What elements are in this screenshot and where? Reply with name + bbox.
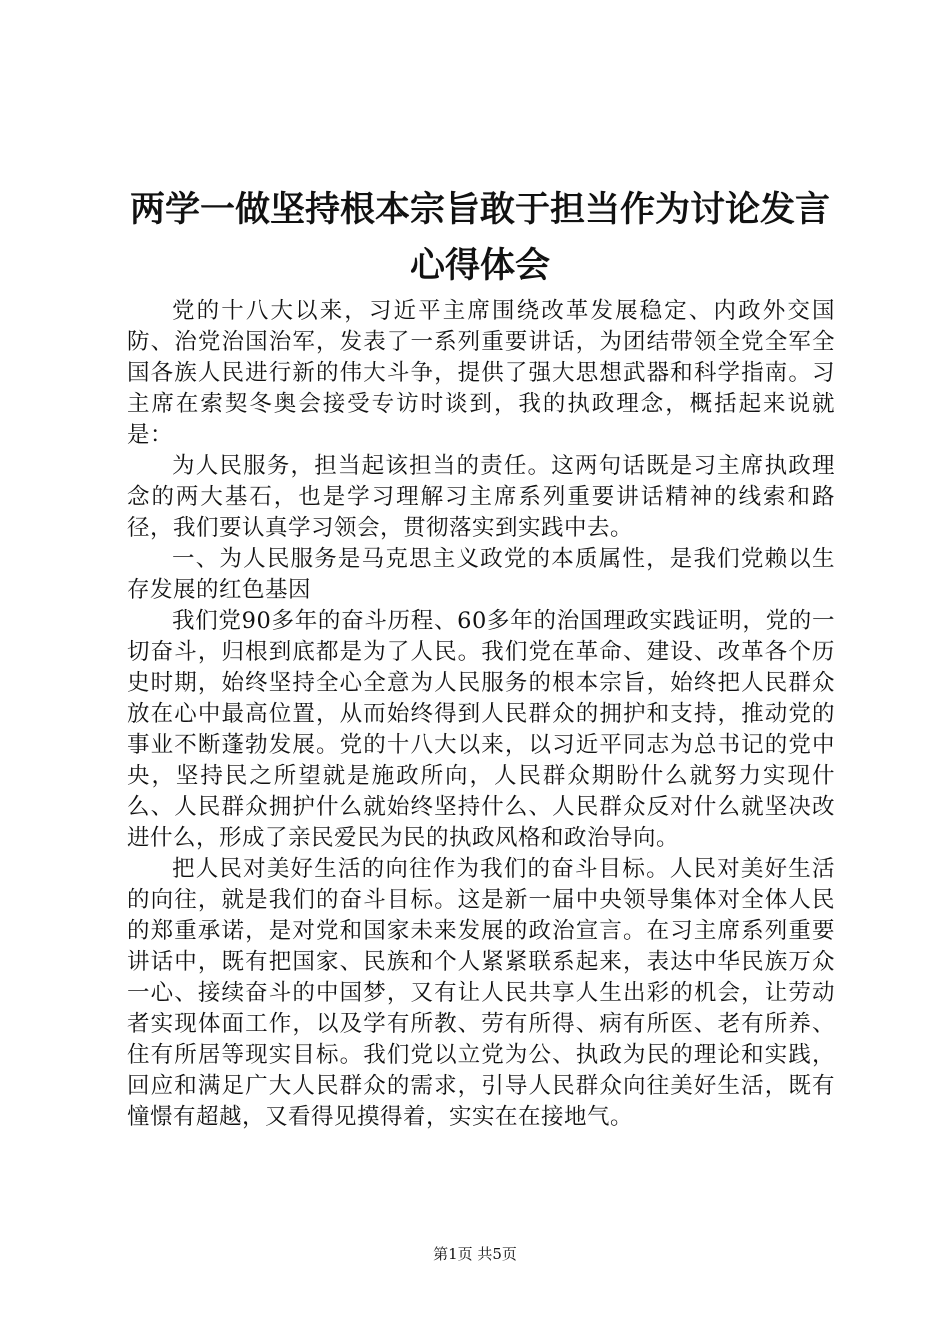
paragraph: 为人民服务，担当起该担当的责任。这两句话既是习主席执政理念的两大基石，也是学习理解习主席系列重要讲话精神的线索和路径，我们要认真学习领会，贯彻落实到实践中去。 (127, 453, 835, 541)
document-title-line1: 两学一做坚持根本宗旨敢于担当作为讨论发言 (129, 190, 830, 230)
paragraph: 我们党90多年的奋斗历程、60多年的治国理政实践证明，党的一切奋斗，归根到底都是为了人民。我们党在革命、建设、改革各个历史时期，始终坚持全心全意为人民服务的根本宗旨，始终把人民群众放在心中最高位置，从而始终得到人民群众的拥护和支持，推动党的事业不断蓬勃发展。党的十八大以来，以习近平同志为总书记的党中央，坚持民之所望就是施政所向，人民群众期盼什么就努力实现什么、人民群众拥护什么就始终坚持什么、人民群众反对什么就坚决改进什么，形成了亲民爱民为民的执政风格和政治导向。 (127, 608, 835, 851)
paragraph: 党的十八大以来，习近平主席围绕改革发展稳定、内政外交国防、治党治国治军，发表了一系列重要讲话，为团结带领全党全军全国各族人民进行新的伟大斗争，提供了强大思想武器和科学指南。习主席在索契冬奥会接受专访时谈到，我的执政理念，概括起来说就是： (127, 298, 835, 448)
paragraph: 把人民对美好生活的向往作为我们的奋斗目标。人民对美好生活的向往，就是我们的奋斗目标。这是新一届中央领导集体对全体人民的郑重承诺，是对党和国家未来发展的政治宣言。在习主席系列重要讲话中，既有把国家、民族和个人紧紧联系起来，表达中华民族万众一心、接续奋斗的中国梦，又有让人民共享人生出彩的机会，让劳动者实现体面工作，以及学有所教、劳有所得、病有所医、老有所养、住有所居等现实目标。我们党以立党为公、执政为民的理论和实践，回应和满足广大人民群众的需求，引导人民群众向往美好生活，既有憧憬有超越，又看得见摸得着，实实在在接地气。 (127, 856, 835, 1130)
page-footer: 第1页 共5页 (433, 1245, 517, 1263)
section-heading: 一、为人民服务是马克思主义政党的本质属性，是我们党赖以生存发展的红色基因 (127, 546, 835, 603)
document-title-line2: 心得体会 (409, 246, 550, 286)
document-body (127, 296, 835, 1133)
